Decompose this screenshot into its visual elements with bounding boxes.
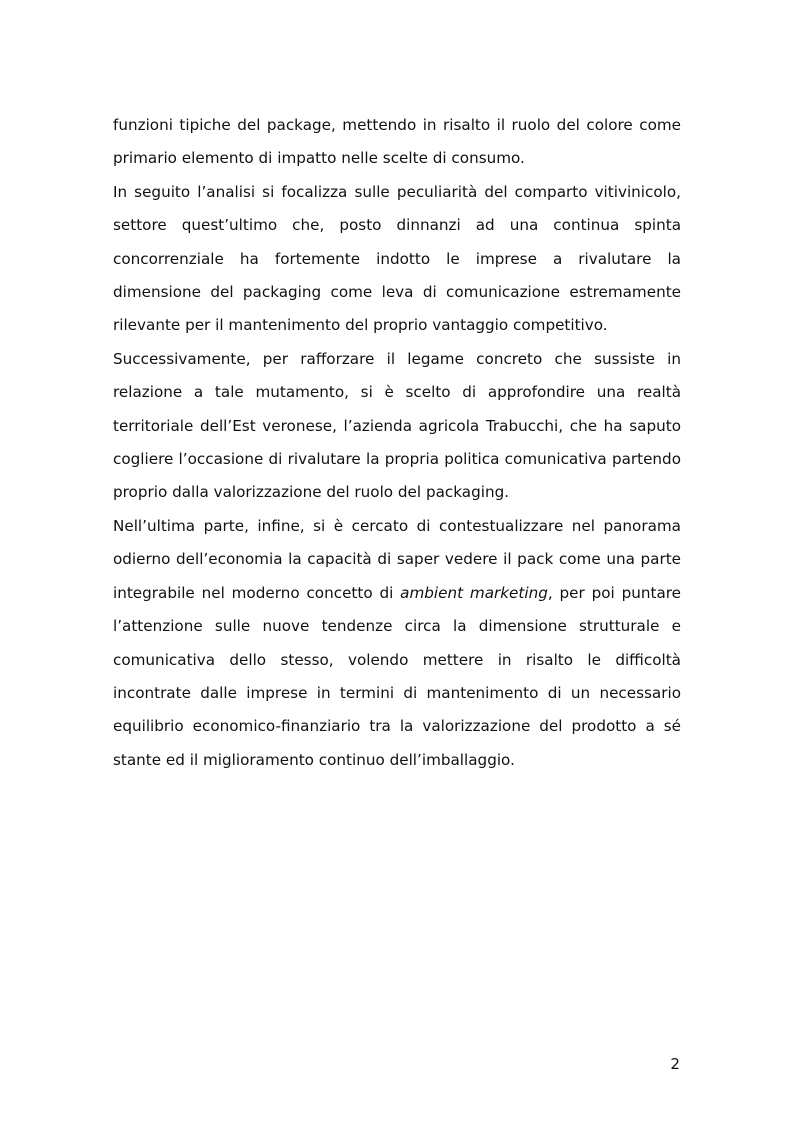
body-text [113,109,681,777]
paragraph-4 [113,510,681,777]
paragraph-2: In seguito l’analisi si focalizza sulle peculiarità del comparto vitivinicolo, settore quest’ultimo che, posto dinnanzi ad una continua spinta concorrenziale ha fortemente indotto le imprese a rivalutare la dimensione del packaging come leva di comunicazione estremamente rilevante per il mantenimento del proprio vantaggio competitivo. [113,182,681,335]
paragraph-1: funzioni tipiche del package, mettendo in risalto il ruolo del colore come primario elemento di impatto nelle scelte di consumo. [113,116,681,168]
page-number: 2 [670,1055,680,1073]
paragraph-4-text-before: Nell’ultima parte, infine, si è cercato di contestualizzare nel panorama odierno dell’economia la capacità di saper vedere il pack come una parte integrabile nel moderno concetto di [113,516,681,602]
paragraph-4-emphasis: ambient marketing [400,583,548,602]
paragraph-3: Successivamente, per rafforzare il legame concreto che sussiste in relazione a tale mutamento, si è scelto di approfondire una realtà territoriale dell’Est veronese, l’azienda agricola Trabucchi, che ha saputo cogliere l’occasione di rivalutare la propria politica comunicativa partendo proprio dalla valorizzazione del ruolo del packaging. [113,349,681,502]
paragraph-4-text-after: , per poi puntare l’attenzione sulle nuove tendenze circa la dimensione strutturale e comunicativa dello stesso, volendo mettere in risalto le difficoltà incontrate dalle imprese in termini di mantenimento di un necessario equilibrio economico-finanziario tra la valorizzazione del prodotto a sé stante ed il miglioramento continuo dell’imballaggio. [113,583,681,769]
